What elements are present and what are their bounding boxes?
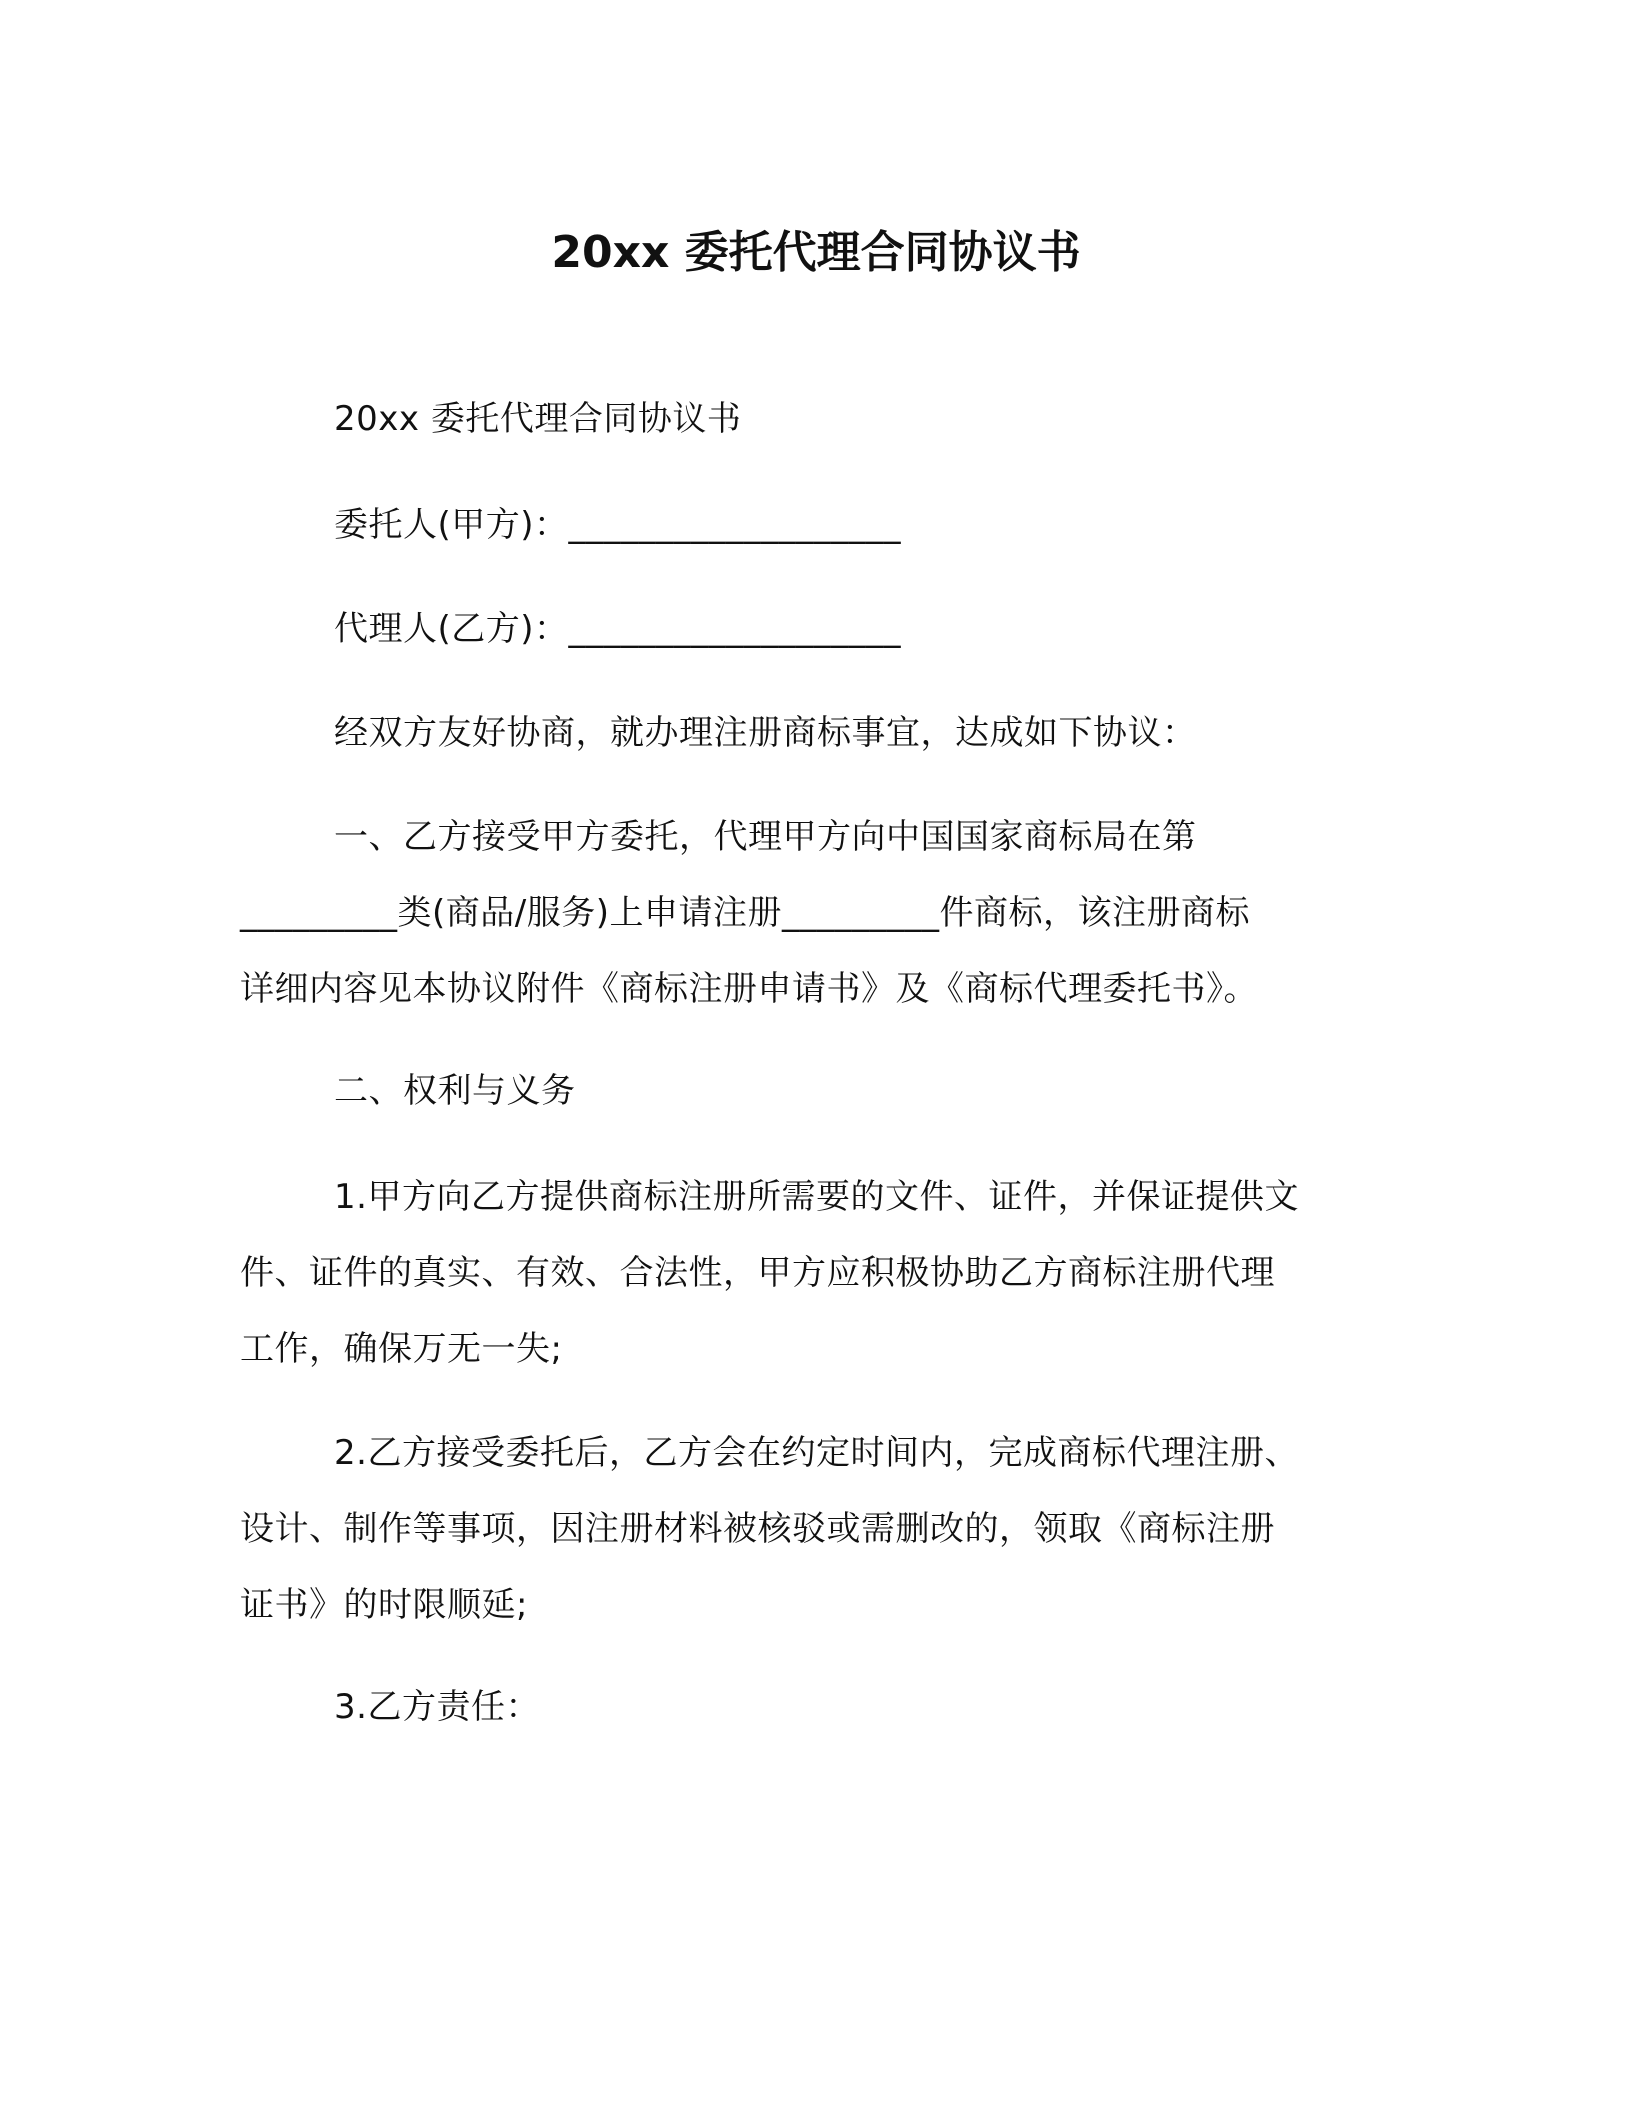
item-three-line-1: 3.乙方责任：: [334, 1687, 540, 1727]
preamble-line: 经双方友好协商，就办理注册商标事宜，达成如下协议：: [334, 713, 1197, 753]
item-one-line-3: 工作，确保万无一失;: [240, 1329, 563, 1369]
item-two-line-3: 证书》的时限顺延;: [240, 1585, 528, 1625]
document-title: 20xx 委托代理合同协议书: [551, 227, 1081, 278]
item-two-line-2: 设计、制作等事项，因注册材料被核驳或需删改的，领取《商标注册: [240, 1509, 1275, 1549]
item-one-line-2: 件、证件的真实、有效、合法性，甲方应积极协助乙方商标注册代理: [240, 1253, 1275, 1293]
subtitle-line: 20xx 委托代理合同协议书: [334, 399, 742, 439]
clause-one-line-1: 一、乙方接受甲方委托，代理甲方向中国国家商标局在第: [334, 817, 1197, 857]
agent-party-line: 代理人(乙方)：___________________: [334, 609, 902, 649]
principal-party-line: 委托人(甲方)：___________________: [334, 505, 902, 545]
clause-one-line-2: _________类(商品/服务)上申请注册_________件商标，该注册商标: [240, 893, 1250, 933]
section-two-heading: 二、权利与义务: [334, 1071, 576, 1111]
clause-one-line-3: 详细内容见本协议附件《商标注册申请书》及《商标代理委托书》。: [240, 969, 1258, 1009]
item-one-line-1: 1.甲方向乙方提供商标注册所需要的文件、证件，并保证提供文: [334, 1177, 1299, 1217]
item-two-line-1: 2.乙方接受委托后，乙方会在约定时间内，完成商标代理注册、: [334, 1433, 1299, 1473]
